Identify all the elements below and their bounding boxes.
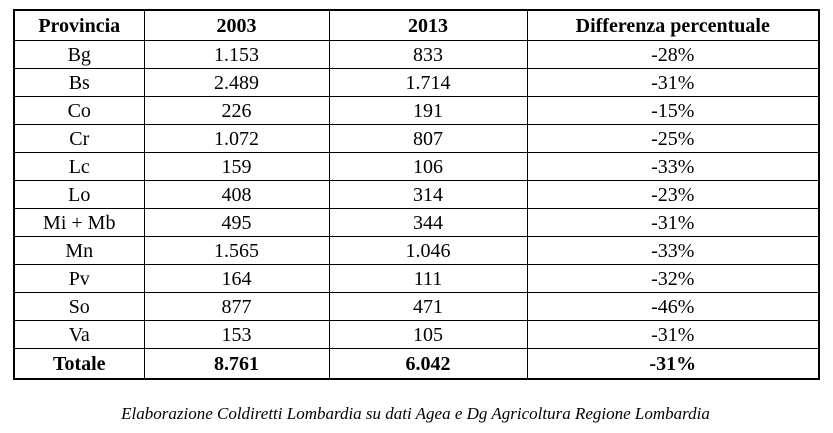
provinces-table: [13, 9, 820, 380]
column-header-3: Differenza percentuale: [527, 10, 819, 41]
table-row: [14, 69, 819, 97]
diff-percent-cell: -31%: [527, 321, 819, 349]
value-2003-cell: 153: [144, 321, 329, 349]
value-2013-cell: 471: [329, 293, 527, 321]
value-2003-cell: 408: [144, 181, 329, 209]
value-2003-cell: 159: [144, 153, 329, 181]
province-cell: Mn: [14, 237, 144, 265]
province-cell: Bs: [14, 69, 144, 97]
total-value-2003-cell: 8.761: [144, 349, 329, 380]
diff-percent-cell: -28%: [527, 41, 819, 69]
value-2003-cell: 1.565: [144, 237, 329, 265]
total-value-2013-cell: 6.042: [329, 349, 527, 380]
table-row: [14, 237, 819, 265]
province-cell: Lo: [14, 181, 144, 209]
province-cell: Pv: [14, 265, 144, 293]
diff-percent-cell: -25%: [527, 125, 819, 153]
table-header-row: [14, 10, 819, 41]
province-cell: Mi + Mb: [14, 209, 144, 237]
value-2003-cell: 164: [144, 265, 329, 293]
diff-percent-cell: -31%: [527, 69, 819, 97]
province-cell: Va: [14, 321, 144, 349]
value-2013-cell: 1.046: [329, 237, 527, 265]
value-2013-cell: 344: [329, 209, 527, 237]
value-2003-cell: 1.072: [144, 125, 329, 153]
total-label-cell: Totale: [14, 349, 144, 380]
value-2013-cell: 105: [329, 321, 527, 349]
table-row: [14, 321, 819, 349]
value-2003-cell: 495: [144, 209, 329, 237]
value-2013-cell: 106: [329, 153, 527, 181]
table-row: [14, 293, 819, 321]
table-body: [14, 41, 819, 380]
value-2013-cell: 807: [329, 125, 527, 153]
table-row: [14, 153, 819, 181]
diff-percent-cell: -32%: [527, 265, 819, 293]
source-caption: Elaborazione Coldiretti Lombardia su dati Agea e Dg Agricoltura Regione Lombardia: [121, 404, 710, 423]
value-2013-cell: 1.714: [329, 69, 527, 97]
value-2003-cell: 226: [144, 97, 329, 125]
value-2003-cell: 2.489: [144, 69, 329, 97]
value-2013-cell: 833: [329, 41, 527, 69]
table-row: [14, 125, 819, 153]
value-2003-cell: 877: [144, 293, 329, 321]
table-row: [14, 265, 819, 293]
table-row: [14, 41, 819, 69]
value-2003-cell: 1.153: [144, 41, 329, 69]
value-2013-cell: 191: [329, 97, 527, 125]
total-diff-percent-cell: -31%: [527, 349, 819, 380]
value-2013-cell: 111: [329, 265, 527, 293]
column-header-2: 2013: [329, 10, 527, 41]
province-cell: Co: [14, 97, 144, 125]
diff-percent-cell: -33%: [527, 237, 819, 265]
value-2013-cell: 314: [329, 181, 527, 209]
diff-percent-cell: -23%: [527, 181, 819, 209]
diff-percent-cell: -31%: [527, 209, 819, 237]
table-row: [14, 181, 819, 209]
province-cell: Lc: [14, 153, 144, 181]
table-row: [14, 209, 819, 237]
table-row: [14, 97, 819, 125]
diff-percent-cell: -15%: [527, 97, 819, 125]
province-cell: Cr: [14, 125, 144, 153]
province-cell: Bg: [14, 41, 144, 69]
table-total-row: [14, 349, 819, 380]
province-cell: So: [14, 293, 144, 321]
column-header-1: 2003: [144, 10, 329, 41]
diff-percent-cell: -33%: [527, 153, 819, 181]
column-header-0: Provincia: [14, 10, 144, 41]
diff-percent-cell: -46%: [527, 293, 819, 321]
